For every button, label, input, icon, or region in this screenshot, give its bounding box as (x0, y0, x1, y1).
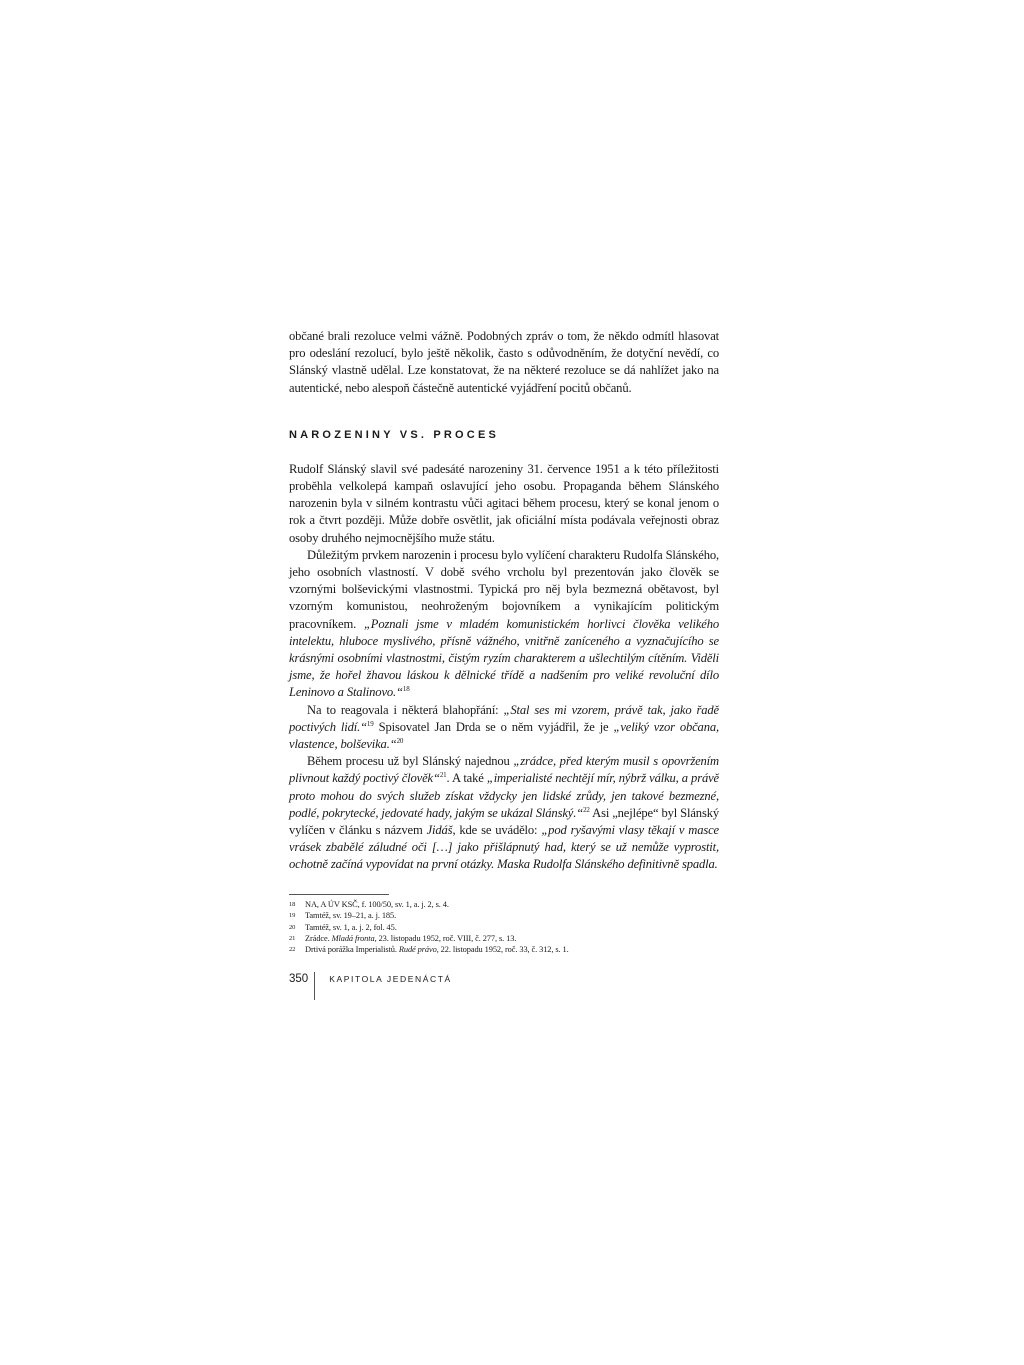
paragraph-3 (289, 702, 719, 754)
paragraph-3-text-1: Na to reagovala i některá blahopřání: (307, 702, 504, 717)
chapter-title: KAPITOLA JEDENÁCTÁ (329, 973, 452, 984)
paragraph-3-text-2: Spisovatel Jan Drda se o něm vyjádřil, že je (373, 719, 614, 734)
footnote-text: Drtivá porážka Imperialistů. (305, 945, 399, 955)
intro-paragraph: občané brali rezoluce velmi vážně. Podobných zpráv o tom, že někdo odmítl hlasovat pro odeslání rezolucí, bylo ještě několik, často s odůvodněním, že dotyční nevědí, co Slánský vlastně udělal. Lze konstatovat, že na některé rezoluce se dá nahlížet jako na autentické, nebo alespoň částečně autentické vyjádření pocitů občanů. (289, 329, 719, 395)
footnote-22 (289, 944, 719, 955)
paragraph-2 (289, 547, 719, 702)
footnote-source-title: Rudé právo (398, 945, 437, 955)
footnote-text-rest: , 22. listopadu 1952, roč. 33, č. 312, s. 1. (436, 945, 569, 955)
footnote-ref-20[interactable]: 20 (396, 737, 404, 746)
footnote-number: 22 (289, 946, 296, 954)
footnote-text: NA, A ÚV KSČ, f. 100/50, sv. 1, a. j. 2, s. 4. (305, 899, 449, 909)
footnote-19 (289, 910, 719, 921)
paragraph-4-text-3: Asi „nejlépe“ byl Slánský vylíčen v článku s názvem (289, 805, 720, 838)
paragraph-4-text-4: , kde se uvádělo: (452, 823, 542, 838)
page-footer (289, 972, 719, 1002)
paragraph-4-text-1: Během procesu už byl Slánský najednou (307, 754, 514, 769)
paragraph-2-text: Důležitým prvkem narozenin i procesu bylo vylíčení charakteru Rudolfa Slánského, jeho osobních vlastností. V době svého vrcholu byl prezentován jako člověk se vzornými bolševickými vlastnostmi. Typická pro něj byla bezmezná obětavost, byl vzorným komunistou, neohroženým bojovníkem a vynikajícím politickým pracovníkem. (289, 547, 719, 631)
paragraph-2-quote: „Poznali jsme v mladém komunistickém horlivci člověka velikého intelektu, hluboce myslivého, přísně vážného, vnitřně zaníceného a vyznačujícího se krásnými osobními vlastnostmi, čistým ryzím charakterem a ušlechtilým cítěním. Viděli jsme, že hořel žhavou láskou k dělnické třídě a nadšením pro veliké revoluční dílo Leninovo a Stalinovo.“ (289, 616, 719, 700)
footnote-number: 18 (289, 900, 296, 908)
footnote-text-rest: , 23. listopadu 1952, roč. VIII, č. 277, s. 13. (374, 933, 517, 943)
footnote-20 (289, 922, 719, 933)
paragraph-3-quote-1: „Stal ses mi vzorem, právě tak, jako řadě poctivých lidí.“ (289, 702, 719, 734)
footnote-number: 20 (289, 923, 296, 931)
footnote-text: Tamtéž, sv. 19–21, a. j. 185. (305, 911, 397, 921)
paragraph-4-quote-1: „zrádce, před kterým musil s opovržením plivnout každý poctivý člověk“ (289, 754, 719, 786)
footnote-number: 19 (289, 912, 296, 920)
book-page (289, 328, 719, 1002)
article-title: Jidáš (426, 823, 453, 838)
footnote-number: 21 (289, 934, 296, 942)
footnote-ref-18[interactable]: 18 (402, 685, 410, 694)
paragraph-3-quote-2: „veliký vzor občana, vlastence, bolševika.“ (289, 719, 719, 752)
footnote-ref-19[interactable]: 19 (366, 719, 374, 728)
footnote-source-title: Mladá fronta (331, 933, 375, 943)
paragraph-4-text-2: . A také (446, 771, 487, 786)
footnotes (289, 899, 719, 956)
footnote-21 (289, 933, 719, 944)
footnote-ref-22[interactable]: 22 (583, 805, 590, 814)
page-number: 350 (289, 972, 315, 1000)
footnote-text: Zrádce. (305, 933, 332, 943)
footnote-divider (289, 894, 389, 895)
section-heading: NAROZENINY VS. PROCES (289, 428, 500, 441)
paragraph-4-quote-2: „imperialisté nechtějí mír, nýbrž válku, a právě proto mohou do svých služeb získat vždycky jen lidské zrůdy, jen takové bezmezné, podlé, pokrytecké, jedovaté hady, jakým se ukázal Slánský.“ (289, 771, 719, 820)
paragraph-4-quote-3: „pod ryšavými vlasy těkají v masce vrásek zbabělé záludné oči […] jako přišlápnutý had, který se už nemůže vyprostit, ochotně začíná vypovídat na první otázky. Maska Rudolfa Slánského definitivně spadla. (289, 823, 719, 872)
paragraph-4 (289, 753, 719, 873)
footnote-ref-21[interactable]: 21 (439, 771, 447, 780)
footnote-text: Tamtéž, sv. 1, a. j. 2, fol. 45. (305, 922, 397, 932)
paragraph-1: Rudolf Slánský slavil své padesáté narozeniny 31. července 1951 a k této příležitosti proběhla velkolepá kampaň oslavující jeho osobu. Propaganda během Slánského narozenin byla v silném kontrastu vůči agitaci během procesu, který se konal jenom o rok a čtvrt později. Může dobře osvětlit, jak oficiální místa podávala veřejnosti obraz osoby druhého nejmocnějšího muže státu. (289, 461, 719, 545)
footnote-18 (289, 899, 719, 910)
